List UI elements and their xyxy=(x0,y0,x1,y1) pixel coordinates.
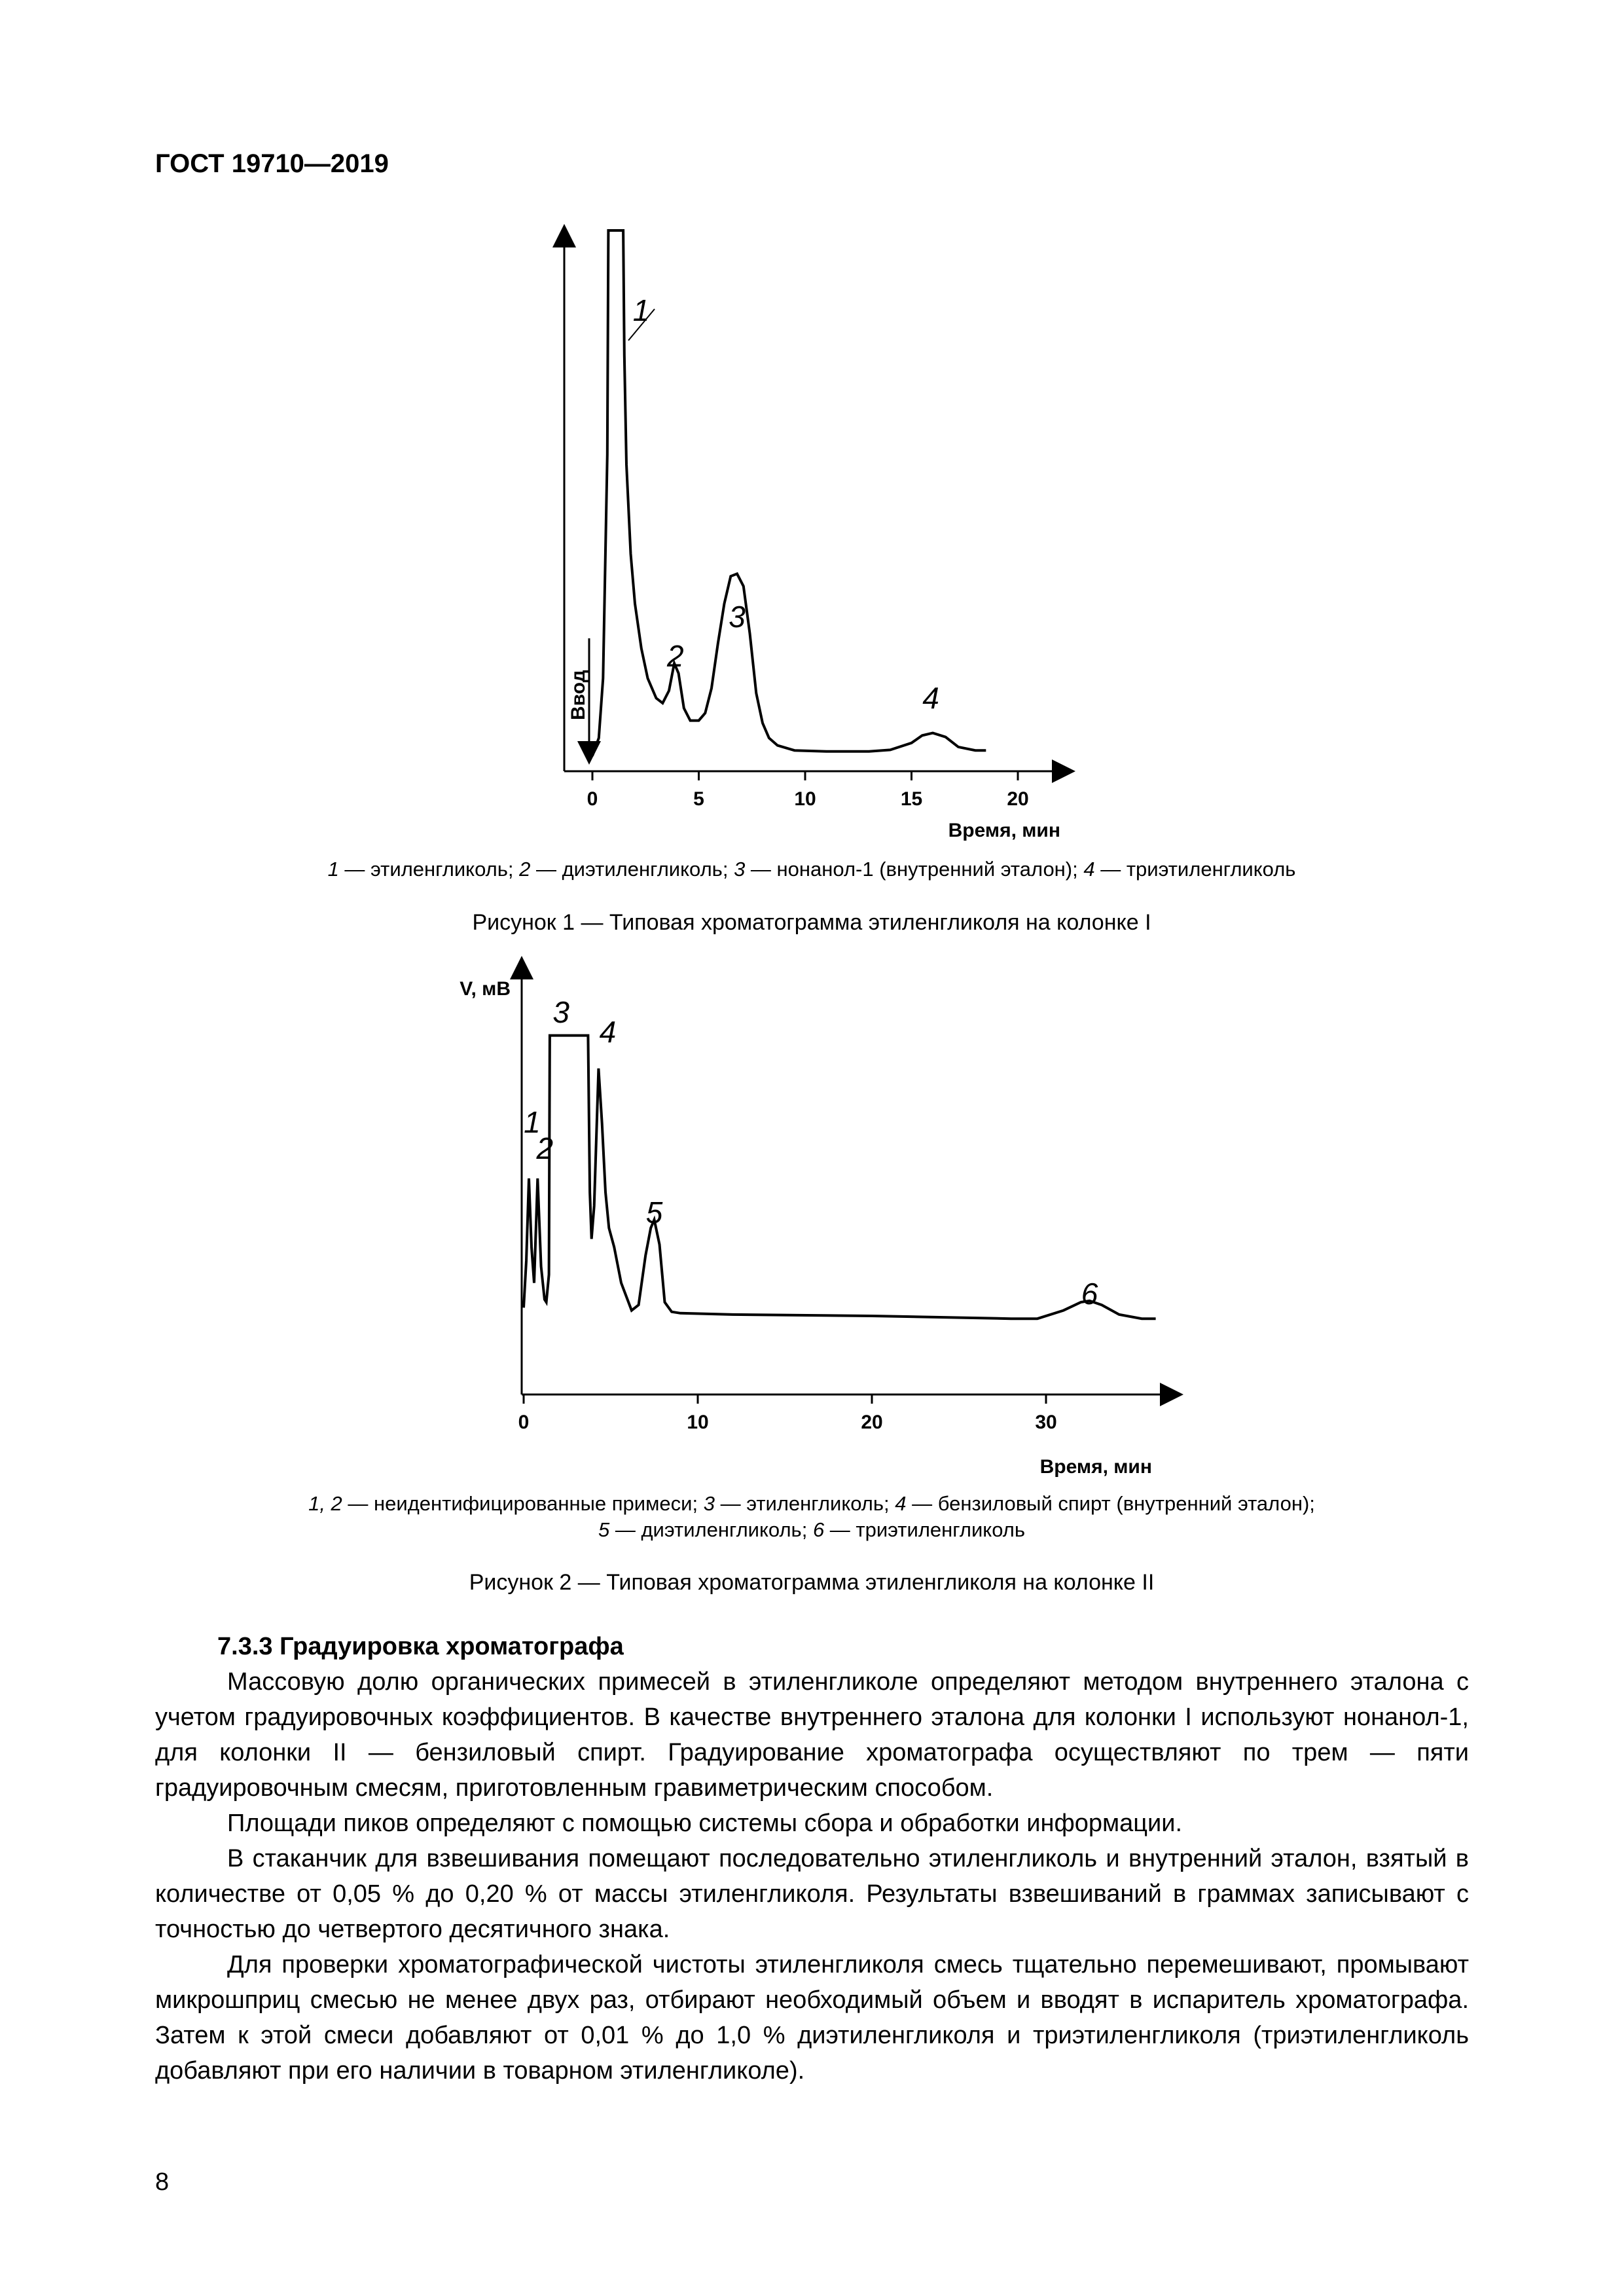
figure2-legend-line2 xyxy=(196,1517,1427,1543)
figure2-legend xyxy=(196,1491,1427,1543)
peak-label-5: 5 xyxy=(645,1195,663,1230)
legend-item: 1, 2 — неидентифицированные примеси; xyxy=(308,1492,704,1515)
fig1-xlabel: Время, мин xyxy=(948,820,1060,841)
paragraph: Для проверки хроматографической чистоты этиленгликоля смесь тщательно перемешивают, промывают микрошприц смесью не менее двух раз, отбирают необходимый объем и вводят в испаритель хроматографа. Затем к этой смеси добавляют от 0,01 % до 1,0 % диэтиленгликоля и триэтиленгликоля (триэтиленгликоль добавляют при его наличии в товарном этиленгликоле). xyxy=(155,1951,1469,2085)
fig2-xlabel: Время, мин xyxy=(1039,1456,1152,1478)
paragraph: Массовую долю органических примесей в этиленгликоле определяют методом внутреннего эталона с учетом градуировочных коэффициентов. В качестве внутреннего эталона для колонки I используют нонанол-1, для колонки II — бензиловый спирт. Градуирование хроматографа осуществляют по трем — пяти градуировочным смесям, приготовленным гравиметрическим способом. xyxy=(155,1668,1469,1802)
figure2-legend-line1 xyxy=(196,1491,1427,1517)
peak-label-3: 3 xyxy=(552,995,569,1029)
legend-item: 1 — этиленгликоль; xyxy=(327,858,520,881)
peak-label-2: 2 xyxy=(666,639,684,673)
legend-item: 4 — бензиловый спирт (внутренний эталон); xyxy=(895,1492,1315,1515)
peak-label-3: 3 xyxy=(729,600,746,634)
fig2-ylabel: V, мВ xyxy=(460,978,511,1000)
x-tick-label: 10 xyxy=(687,1412,709,1433)
peak-label-1: 1 xyxy=(524,1105,541,1139)
x-tick-label: 15 xyxy=(900,788,923,810)
paragraph: В стаканчик для взвешивания помещают последовательно этиленгликоль и внутренний эталон, взятый в количестве от 0,05 % до 0,20 % от массы этиленгликоля. Результаты взвешиваний в граммах записывают с точностью до четвертого десятичного знака. xyxy=(155,1845,1469,1943)
section-title: 7.3.3 Градуировка хроматографа xyxy=(217,1633,624,1660)
figure2-caption: Рисунок 2 — Типовая хроматограмма этиленгликоля на колонке II xyxy=(469,1570,1155,1595)
figure1-chart xyxy=(0,0,1624,890)
legend-item: 6 — триэтиленгликоль xyxy=(812,1518,1026,1541)
legend-item: 2 — диэтиленгликоль; xyxy=(519,858,734,881)
x-tick-label: 0 xyxy=(586,788,598,810)
peak-label-4: 4 xyxy=(599,1015,617,1049)
x-tick-label: 20 xyxy=(861,1412,883,1433)
fig2-trace xyxy=(524,1036,1156,1319)
paragraph: Площади пиков определяют с помощью системы сбора и обработки информации. xyxy=(227,1810,1183,1837)
x-tick-label: 30 xyxy=(1035,1412,1057,1433)
figure2-chart xyxy=(0,943,1624,1493)
section-7-3-3 xyxy=(155,1629,1469,2088)
peak-label-1: 1 xyxy=(632,293,650,327)
figure1-caption: Рисунок 1 — Типовая хроматограмма этиленгликоля на колонке I xyxy=(472,910,1151,935)
x-tick-label: 5 xyxy=(693,788,704,810)
peak-label-6: 6 xyxy=(1081,1277,1098,1311)
legend-item: 3 — этиленгликоль; xyxy=(703,1492,895,1515)
fig1-injection-label: Ввод xyxy=(568,670,589,720)
legend-item: 3 — нонанол-1 (внутренний эталон); xyxy=(734,858,1084,881)
legend-item: 5 — диэтиленгликоль; xyxy=(598,1518,813,1541)
x-tick-label: 10 xyxy=(794,788,816,810)
page-number: 8 xyxy=(155,2168,170,2196)
fig1-trace xyxy=(592,230,986,753)
x-tick-label: 0 xyxy=(518,1412,530,1433)
figure1-legend xyxy=(196,856,1427,883)
peak-label-2: 2 xyxy=(536,1131,554,1165)
document-header: ГОСТ 19710—2019 xyxy=(155,149,389,178)
legend-item: 4 — триэтиленгликоль xyxy=(1083,858,1296,881)
peak-label-4: 4 xyxy=(922,681,939,715)
x-tick-label: 20 xyxy=(1007,788,1029,810)
